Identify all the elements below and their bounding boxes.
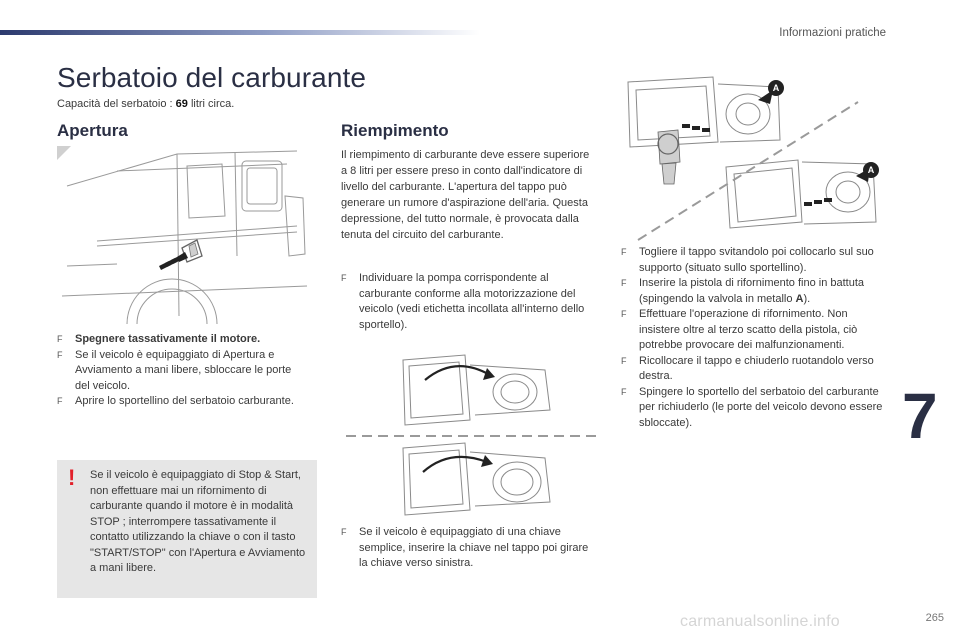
bullet-icon: F [621, 355, 627, 366]
callout-a-top: A [768, 80, 784, 96]
divider-line [346, 433, 598, 439]
warning-icon: ! [68, 465, 76, 490]
step-text: Individuare la pompa corrispondente al carburante conforme alla motorizzazione del veicolo (vedi etichetta incollata all'interno dello sportello). [359, 272, 585, 331]
chapter-number: 7 [902, 380, 938, 452]
list-item [57, 394, 302, 410]
bullet-icon: F [57, 334, 63, 344]
warning-box [57, 460, 317, 598]
riempimento-heading: Riempimento [341, 121, 449, 140]
list-item [341, 271, 596, 333]
capacity-suffix: litri circa. [187, 98, 235, 110]
list-item [621, 354, 889, 385]
capacity-prefix: Capacità del serbatoio : [57, 98, 176, 110]
bullet-icon: F [621, 309, 627, 319]
list-item [57, 332, 302, 348]
van-side-illustration [57, 146, 317, 324]
step-text: Inserire la pistola di rifornimento fino in battuta (spingendo la valvola in metallo [639, 277, 865, 305]
riempimento-step-1 [341, 271, 596, 333]
step-text: Spingere lo sportello del serbatoio del carburante per richiuderlo (le porte del veicolo devono essere sbloccate). [639, 385, 883, 429]
step-text: Aprire lo sportellino del serbatoio carburante. [75, 395, 294, 407]
bullet-icon: F [57, 396, 63, 406]
page-number: 265 [925, 612, 944, 624]
bullet-icon: F [341, 273, 347, 283]
bullet-icon: F [341, 527, 347, 537]
list-item [621, 307, 889, 354]
header-bar [0, 30, 480, 35]
section-label: Informazioni pratiche [779, 27, 886, 39]
list-item [621, 276, 889, 307]
valve-label: A [795, 292, 804, 305]
list-item [57, 348, 302, 395]
bullet-icon: F [621, 386, 627, 397]
list-item [621, 385, 889, 432]
step-text: Se il veicolo è equipaggiato di Apertura e Avviamento a mani libere, sbloccare le porte del veicolo. [75, 348, 292, 392]
refuel-nozzle-illustration [618, 72, 888, 247]
list-item [621, 245, 889, 276]
bullet-icon: F [57, 349, 63, 360]
apertura-steps [57, 332, 302, 410]
warning-text: Se il veicolo è equipaggiato di Stop & Start, non effettuare mai un rifornimento di carburante quando il motore è in modalità STOP ; interrompere tassativamente il contatto utilizzando la chiave o con il tasto "START/STOP" con l'Apertura e Avviamento a mani libere. [90, 469, 306, 574]
list-item [341, 525, 596, 572]
fuel-flap-open-illustration [395, 350, 555, 430]
apertura-heading: Apertura [57, 121, 128, 140]
callout-a-bottom: A [863, 162, 879, 178]
bullet-icon: F [621, 247, 627, 257]
capacity-line [57, 98, 234, 110]
step-text: Se il veicolo è equipaggiato di una chiave semplice, inserire la chiave nel tappo poi girare la chiave verso sinistra. [359, 526, 589, 569]
step-text: Ricollocare il tappo e chiuderlo ruotandolo verso destra. [639, 354, 874, 382]
step-text: Spegnere tassativamente il motore. [75, 333, 261, 345]
riempimento-step-2 [341, 525, 596, 572]
step-text-end: ). [803, 292, 811, 305]
fuel-cap-key-illustration [395, 440, 555, 520]
step-text: Effettuare l'operazione di rifornimento. Non insistere oltre al terzo scatto della pistola, ciò potrebbe provocare dei malfunzionamenti. [639, 308, 858, 351]
capacity-value: 69 [175, 98, 188, 110]
step-text: Togliere il tappo svitandolo poi collocarlo sul suo supporto (situato sullo sportellino). [639, 246, 874, 274]
bullet-icon: F [621, 278, 627, 288]
page-title: Serbatoio del carburante [57, 62, 367, 93]
riempimento-intro: Il riempimento di carburante deve essere superiore a 8 litri per essere preso in conto dall'indicatore di livello del carburante. L'apertura del tappo può generare un rumore d'aspirazione dell'aria. Questa depressione, del tutto normale, è provocata dalla tenuta del circuito del carburante. [341, 149, 590, 241]
watermark: carmanualsonline.info [680, 613, 840, 630]
right-steps [621, 245, 889, 431]
